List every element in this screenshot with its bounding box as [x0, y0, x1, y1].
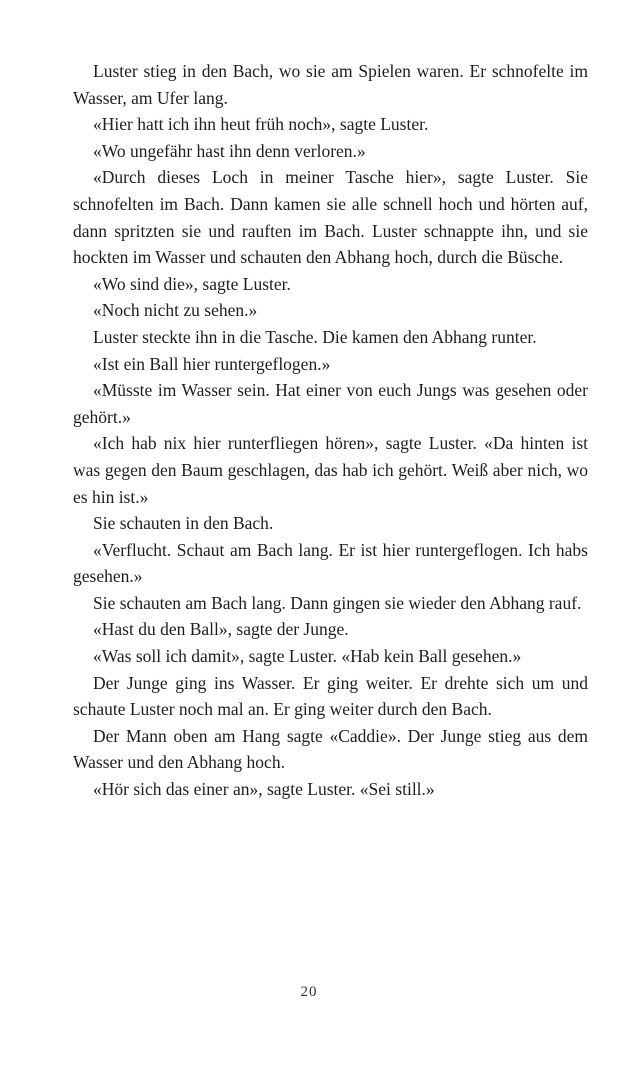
- page-number: 20: [300, 984, 318, 1000]
- paragraph: Sie schauten in den Bach.: [93, 513, 274, 534]
- paragraph: «Wo sind die», sagte Luster.: [93, 273, 291, 294]
- paragraph: «Durch dieses Loch in meiner Tasche hier», sagte Luster. Sie schnofelten im Bach. Dann kamen sie alle schnell hoch und hörten auf, dann spritzten sie und rauften im Bach. Luster schnappte ihn, und sie hockten im Wasser und schauten den Abhang hoch, durch die Büsche.: [73, 167, 588, 268]
- paragraph: Sie schauten am Bach lang. Dann gingen sie wieder den Abhang rauf.: [93, 592, 582, 613]
- paragraph: «Noch nicht zu sehen.»: [93, 300, 258, 321]
- paragraph: Der Mann oben am Hang sagte «Caddie». Der Junge stieg aus dem Wasser und den Abhang hoch.: [73, 725, 588, 773]
- paragraph: «Hast du den Ball», sagte der Junge.: [93, 619, 349, 640]
- paragraph: Luster steckte ihn in die Tasche. Die kamen den Abhang runter.: [93, 326, 537, 347]
- page-body: [73, 58, 588, 803]
- paragraph: «Müsste im Wasser sein. Hat einer von euch Jungs was gesehen oder gehört.»: [73, 380, 588, 427]
- paragraph: «Was soll ich damit», sagte Luster. «Hab kein Ball gesehen.»: [93, 646, 522, 667]
- paragraph: Luster stieg in den Bach, wo sie am Spielen waren. Er schnofelte im Wasser, am Ufer lang.: [73, 61, 588, 108]
- paragraph: «Verflucht. Schaut am Bach lang. Er ist hier runtergeflogen. Ich habs gesehen.»: [73, 539, 588, 587]
- paragraph: Der Junge ging ins Wasser. Er ging weiter. Er drehte sich um und schaute Luster noch mal an. Er ging weiter durch den Bach.: [73, 672, 588, 720]
- paragraph: «Ist ein Ball hier runtergeflogen.»: [93, 353, 331, 374]
- paragraph: «Ich hab nix hier runterfliegen hören», sagte Luster. «Da hinten ist was gegen den Baum geschlagen, das hab ich gehört. Weiß aber nich, wo es hin ist.»: [73, 433, 588, 507]
- paragraph: «Hier hatt ich ihn heut früh noch», sagte Luster.: [93, 114, 429, 135]
- paragraph: «Hör sich das einer an», sagte Luster. «Sei still.»: [93, 779, 435, 800]
- paragraph: «Wo ungefähr hast ihn denn verloren.»: [93, 140, 366, 161]
